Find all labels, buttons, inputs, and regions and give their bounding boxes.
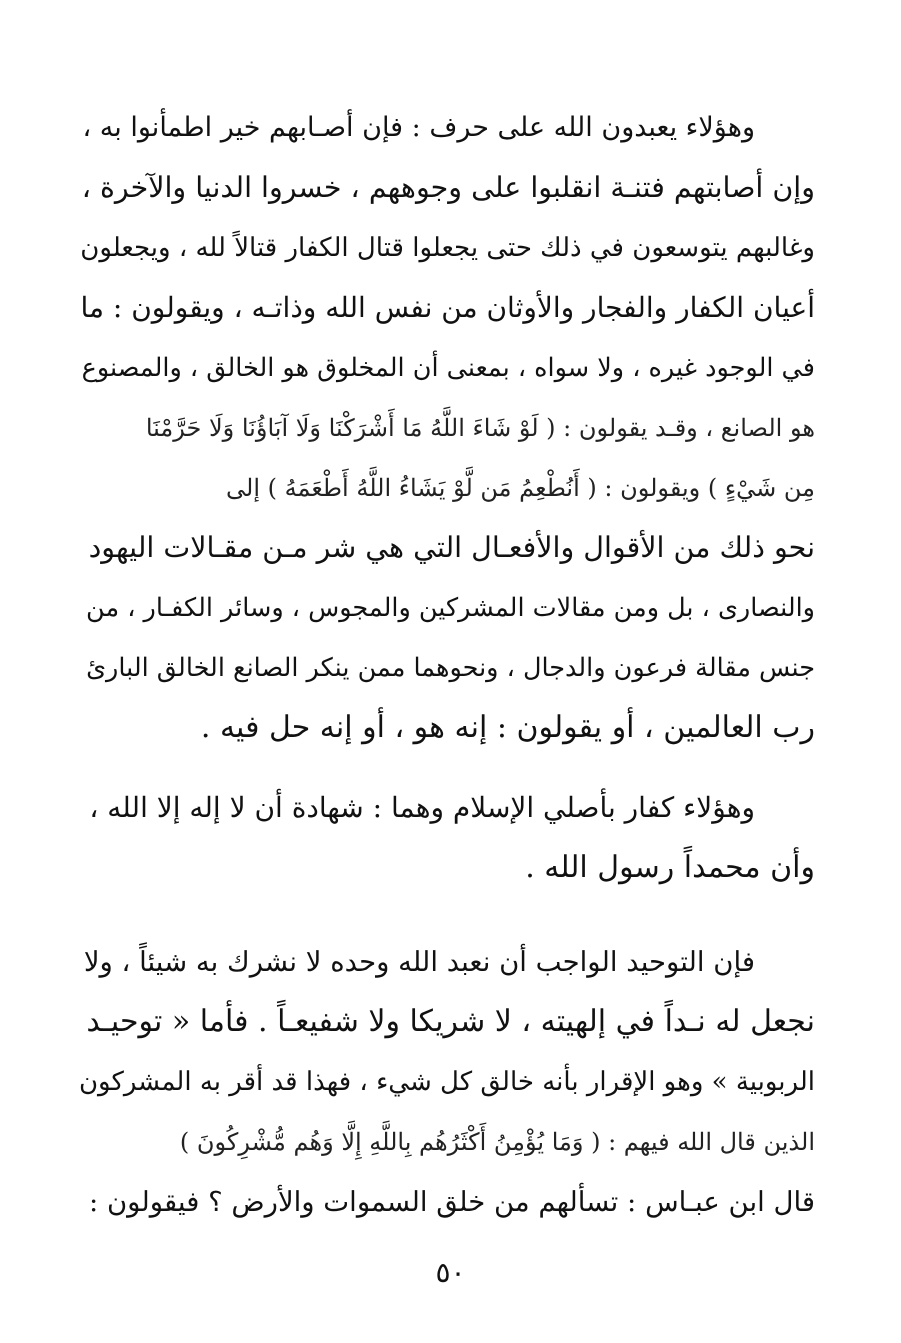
text-line-with-verse: هو الصانع ، وقـد يقولون : ( لَوْ شَاءَ اللَّهُ مَا أَشْرَكْنَا وَلَا آبَاؤُنَا وَلَا حَرَّمْنَا <box>145 414 815 442</box>
paragraph-2 <box>79 778 815 898</box>
page-number: ٥٠ <box>435 1256 466 1289</box>
text-line: نحو ذلك من الأقوال والأفعـال التي هي شر مـن مقـالات اليهود <box>88 531 815 564</box>
text-line-with-verse: الذين قال الله فيهم : ( وَمَا يُؤْمِنُ أَكْثَرُهُم بِاللَّهِ إِلَّا وَهُم مُّشْرِكُونَ ) <box>179 1128 815 1156</box>
text-line: فإن التوحيد الواجب أن نعبد الله وحده لا نشرك به شيئاً ، ولا <box>83 946 755 978</box>
text-line: الربوبية » وهو الإقرار بأنه خالق كل شيء ، فهذا قد أقر به المشركون <box>79 1067 815 1097</box>
text-line: وإن أصابتهم فتنـة انقلبوا على وجوههم ، خسروا الدنيا والآخرة ، <box>81 171 815 204</box>
text-line: وهؤلاء كفار بأصلي الإسلام وهما : شهادة أن لا إله إلا الله ، <box>89 791 755 824</box>
text-line: نجعل له نـداً في إلهيته ، لا شريكا ولا شفيعـاً . فأما « توحيـد <box>86 1004 815 1039</box>
text-line: أعيان الكفار والفجار والأوثان من نفس الله وذاتـه ، ويقولون : ما <box>80 291 815 324</box>
text-line: جنس مقالة فرعون والدجال ، ونحوهما ممن ينكر الصانع الخالق البارئ <box>86 653 815 683</box>
text-line: والنصارى ، بل ومن مقالات المشركين والمجوس ، وسائر الكفـار ، من <box>86 593 815 623</box>
text-line-with-verse: مِن شَيْءٍ ) ويقولون : ( أَنُطْعِمُ مَن لَّوْ يَشَاءُ اللَّهُ أَطْعَمَهُ ) إلى <box>226 474 815 502</box>
text-line: في الوجود غيره ، ولا سواه ، بمعنى أن المخلوق هو الخالق ، والمصنوع <box>81 353 815 383</box>
text-line: وأن محمداً رسول الله . <box>525 850 815 885</box>
text-line: وغالبهم يتوسعون في ذلك حتى يجعلوا قتال الكفار قتالاً لله ، ويجعلون <box>80 233 815 263</box>
paragraph-3 <box>79 932 815 1232</box>
text-line: قال ابن عبـاس : تسألهم من خلق السموات والأرض ؟ فيقولون : <box>88 1186 815 1218</box>
text-line: رب العالمين ، أو يقولون : إنه هو ، أو إنه حل فيه . <box>200 710 815 745</box>
text-line: وهؤلاء يعبدون الله على حرف : فإن أصـابهم خير اطمأنوا به ، <box>82 112 755 143</box>
paragraph-1 <box>79 98 815 758</box>
